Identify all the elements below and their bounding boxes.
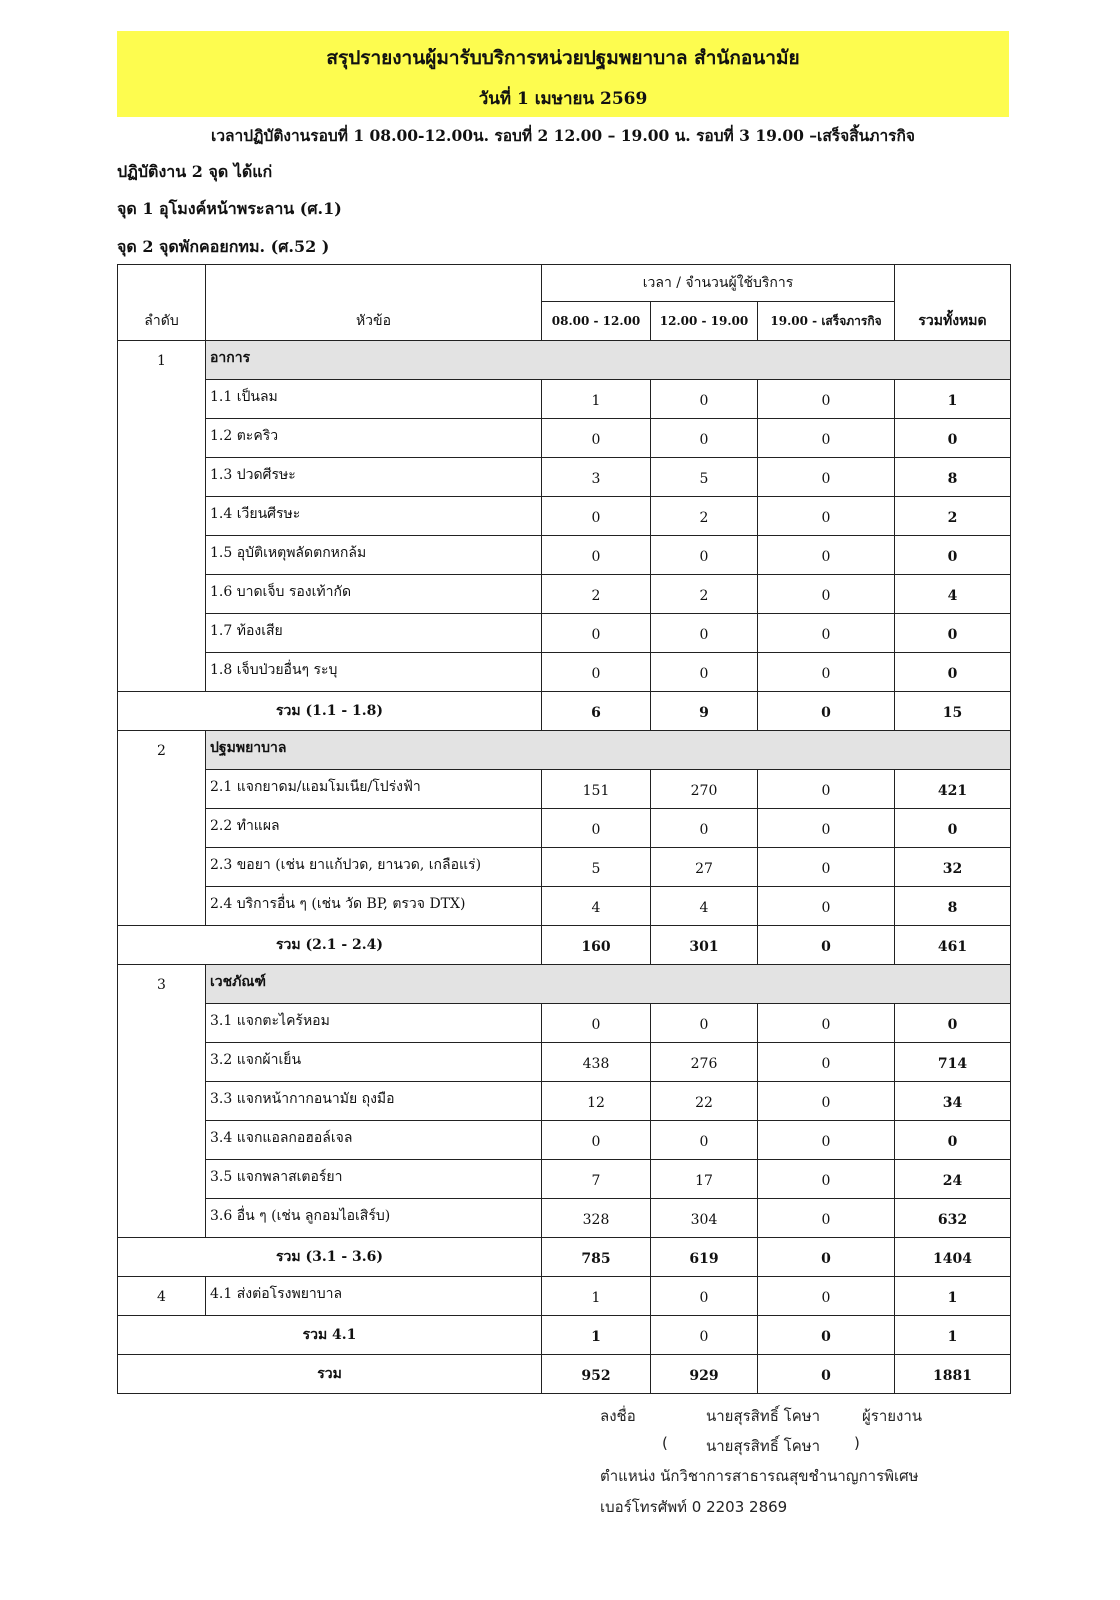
- subtotal-time-3: 0: [758, 1238, 895, 1277]
- value-time-3: 0: [758, 497, 895, 536]
- title-banner: [117, 31, 1009, 117]
- value-time-1: 0: [542, 614, 651, 653]
- value-time-1: 4: [542, 887, 651, 926]
- value-time-1: 7: [542, 1160, 651, 1199]
- section-header-row: [118, 341, 1011, 380]
- col-order-header: ลำดับ: [118, 265, 206, 341]
- section-header-row: [118, 965, 1011, 1004]
- value-time-2: 17: [651, 1160, 758, 1199]
- value-time-2: 304: [651, 1199, 758, 1238]
- value-time-1: 3: [542, 458, 651, 497]
- value-time-1: 328: [542, 1199, 651, 1238]
- value-time-3: 0: [758, 575, 895, 614]
- value-time-1: 0: [542, 1004, 651, 1043]
- reporter-name-paren: นายสุรสิทธิ์ โคษา: [706, 1437, 821, 1455]
- row-label: 2.4 บริการอื่น ๆ (เช่น วัด BP, ตรวจ DTX): [206, 887, 542, 926]
- value-time-1: 438: [542, 1043, 651, 1082]
- row-total: 1: [895, 380, 1011, 419]
- row-label: 3.6 อื่น ๆ (เช่น ลูกอมไอเสิร์บ): [206, 1199, 542, 1238]
- subtotal-time-2: 0: [651, 1316, 758, 1355]
- row-total: 0: [895, 536, 1011, 575]
- grand-total-row: [118, 1355, 1011, 1394]
- value-time-3: 0: [758, 848, 895, 887]
- value-time-1: 1: [542, 380, 651, 419]
- value-time-3: 0: [758, 380, 895, 419]
- subtotal-label: รวม (1.1 - 1.8): [118, 692, 542, 731]
- table-row: [118, 1121, 1011, 1160]
- section-number: 2: [118, 731, 206, 926]
- row-total: 24: [895, 1160, 1011, 1199]
- value-time-1: 0: [542, 419, 651, 458]
- row-total: 0: [895, 614, 1011, 653]
- section-number: 3: [118, 965, 206, 1238]
- row-total: 0: [895, 419, 1011, 458]
- close-paren: ): [854, 1434, 860, 1452]
- value-time-3: 0: [758, 1277, 895, 1316]
- value-time-3: 0: [758, 1160, 895, 1199]
- row-label: 2.1 แจกยาดม/แอมโมเนีย/โปร่งฟ้า: [206, 770, 542, 809]
- value-time-1: 1: [542, 1277, 651, 1316]
- value-time-2: 0: [651, 1277, 758, 1316]
- shift-times: เวลาปฏิบัติงานรอบที่ 1 08.00-12.00น. รอบที่ 2 12.00 – 19.00 น. รอบที่ 3 19.00 –เสร็จสิ้นภารกิจ: [211, 126, 915, 145]
- value-time-2: 22: [651, 1082, 758, 1121]
- subtotal-time-2: 619: [651, 1238, 758, 1277]
- row-label: 3.3 แจกหน้ากากอนามัย ถุงมือ: [206, 1082, 542, 1121]
- reporter-phone: เบอร์โทรศัพท์ 0 2203 2869: [600, 1498, 788, 1516]
- section-title: เวชภัณฑ์: [206, 965, 1011, 1004]
- value-time-2: 270: [651, 770, 758, 809]
- report-title: สรุปรายงานผู้มารับบริการหน่วยปฐมพยาบาล สำนักอนามัย: [326, 47, 800, 69]
- row-total: 632: [895, 1199, 1011, 1238]
- report-date: วันที่ 1 เมษายน 2569: [478, 89, 648, 109]
- row-total: 34: [895, 1082, 1011, 1121]
- value-time-2: 5: [651, 458, 758, 497]
- value-time-1: 0: [542, 497, 651, 536]
- row-total: 0: [895, 809, 1011, 848]
- row-label: 3.2 แจกผ้าเย็น: [206, 1043, 542, 1082]
- subtotal-row: [118, 1238, 1011, 1277]
- value-time-3: 0: [758, 458, 895, 497]
- table-row: [118, 536, 1011, 575]
- row-label: 1.5 อุบัติเหตุพลัดตกหกล้ม: [206, 536, 542, 575]
- row-label: 1.1 เป็นลม: [206, 380, 542, 419]
- row-label: 1.6 บาดเจ็บ รองเท้ากัด: [206, 575, 542, 614]
- row-total: 0: [895, 1004, 1011, 1043]
- subtotal-time-2: 9: [651, 692, 758, 731]
- row-label: 2.2 ทำแผล: [206, 809, 542, 848]
- row-label: 2.3 ขอยา (เช่น ยาแก้ปวด, ยานวด, เกลือแร่): [206, 848, 542, 887]
- table-row: [118, 614, 1011, 653]
- subtotal-total: 461: [895, 926, 1011, 965]
- value-time-3: 0: [758, 1004, 895, 1043]
- grand-total-label: รวม: [118, 1355, 542, 1394]
- subtotal-time-3: 0: [758, 926, 895, 965]
- value-time-1: 12: [542, 1082, 651, 1121]
- col-topic-header: หัวข้อ: [206, 265, 542, 341]
- row-label: 1.2 ตะคริว: [206, 419, 542, 458]
- value-time-2: 0: [651, 653, 758, 692]
- grand-total-time-1: 952: [542, 1355, 651, 1394]
- row-label: 1.3 ปวดศีรษะ: [206, 458, 542, 497]
- table-row: [118, 458, 1011, 497]
- value-time-3: 0: [758, 653, 895, 692]
- col-time-3-header: 19.00 - เสร็จภารกิจ: [758, 302, 895, 341]
- table-row: [118, 1043, 1011, 1082]
- table-row: [118, 770, 1011, 809]
- subtotal-total: 1: [895, 1316, 1011, 1355]
- row-total: 4: [895, 575, 1011, 614]
- row-total: 1: [895, 1277, 1011, 1316]
- grand-total-total: 1881: [895, 1355, 1011, 1394]
- reporter-position: ตำแหน่ง นักวิชาการสาธารณสุขชำนาญการพิเศษ: [600, 1467, 919, 1485]
- table-row: [118, 1277, 1011, 1316]
- value-time-1: 0: [542, 536, 651, 575]
- value-time-1: 0: [542, 653, 651, 692]
- table-row: [118, 575, 1011, 614]
- subtotal-time-1: 6: [542, 692, 651, 731]
- subtotal-label: รวม (2.1 - 2.4): [118, 926, 542, 965]
- value-time-2: 0: [651, 1121, 758, 1160]
- subtotal-time-3: 0: [758, 1316, 895, 1355]
- value-time-1: 151: [542, 770, 651, 809]
- table-row: [118, 380, 1011, 419]
- subtotal-time-1: 160: [542, 926, 651, 965]
- value-time-2: 2: [651, 575, 758, 614]
- value-time-3: 0: [758, 809, 895, 848]
- value-time-3: 0: [758, 614, 895, 653]
- table-row: [118, 1004, 1011, 1043]
- reporter-name: นายสุรสิทธิ์ โคษา: [706, 1407, 821, 1425]
- value-time-2: 0: [651, 614, 758, 653]
- value-time-2: 27: [651, 848, 758, 887]
- section-number: 4: [118, 1277, 206, 1316]
- value-time-3: 0: [758, 770, 895, 809]
- col-time-group-header: เวลา / จำนวนผู้ใช้บริการ: [542, 265, 895, 302]
- row-label: 4.1 ส่งต่อโรงพยาบาล: [206, 1277, 542, 1316]
- value-time-2: 276: [651, 1043, 758, 1082]
- value-time-2: 0: [651, 809, 758, 848]
- table-row: [118, 809, 1011, 848]
- row-total: 2: [895, 497, 1011, 536]
- subtotal-row: [118, 1316, 1011, 1355]
- table-row: [118, 1160, 1011, 1199]
- row-total: 0: [895, 653, 1011, 692]
- col-total-header: รวมทั้งหมด: [895, 265, 1011, 341]
- value-time-3: 0: [758, 887, 895, 926]
- value-time-2: 2: [651, 497, 758, 536]
- table-row: [118, 653, 1011, 692]
- table-row: [118, 1199, 1011, 1238]
- grand-total-time-2: 929: [651, 1355, 758, 1394]
- section-title: อาการ: [206, 341, 1011, 380]
- row-label: 3.4 แจกแอลกอฮอล์เจล: [206, 1121, 542, 1160]
- col-time-2-header: 12.00 - 19.00: [651, 302, 758, 341]
- row-total: 714: [895, 1043, 1011, 1082]
- value-time-3: 0: [758, 419, 895, 458]
- row-total: 8: [895, 887, 1011, 926]
- row-label: 1.8 เจ็บป่วยอื่นๆ ระบุ: [206, 653, 542, 692]
- subtotal-row: [118, 692, 1011, 731]
- row-total: 8: [895, 458, 1011, 497]
- subtotal-time-2: 301: [651, 926, 758, 965]
- value-time-2: 0: [651, 380, 758, 419]
- subtotal-row: [118, 926, 1011, 965]
- section-title: ปฐมพยาบาล: [206, 731, 1011, 770]
- value-time-2: 0: [651, 1004, 758, 1043]
- grand-total-time-3: 0: [758, 1355, 895, 1394]
- row-label: 1.4 เวียนศีรษะ: [206, 497, 542, 536]
- subtotal-total: 15: [895, 692, 1011, 731]
- section-header-row: [118, 731, 1011, 770]
- reporter-role: ผู้รายงาน: [862, 1407, 923, 1425]
- open-paren: (: [662, 1434, 668, 1452]
- table-row: [118, 1082, 1011, 1121]
- value-time-2: 0: [651, 536, 758, 575]
- subtotal-time-3: 0: [758, 692, 895, 731]
- subtotal-total: 1404: [895, 1238, 1011, 1277]
- table-row: [118, 887, 1011, 926]
- row-total: 421: [895, 770, 1011, 809]
- row-label: 3.1 แจกตะไคร้หอม: [206, 1004, 542, 1043]
- table-row: [118, 848, 1011, 887]
- value-time-3: 0: [758, 1082, 895, 1121]
- subtotal-label: รวม 4.1: [118, 1316, 542, 1355]
- sign-label: ลงชื่อ: [600, 1407, 636, 1425]
- value-time-1: 5: [542, 848, 651, 887]
- subtotal-time-1: 785: [542, 1238, 651, 1277]
- value-time-3: 0: [758, 1121, 895, 1160]
- value-time-2: 0: [651, 419, 758, 458]
- row-total: 32: [895, 848, 1011, 887]
- value-time-2: 4: [651, 887, 758, 926]
- service-point-1: จุด 1 อุโมงค์หน้าพระลาน (ศ.1): [117, 199, 342, 218]
- value-time-1: 0: [542, 1121, 651, 1160]
- section-number: 1: [118, 341, 206, 692]
- value-time-3: 0: [758, 1043, 895, 1082]
- subtotal-label: รวม (3.1 - 3.6): [118, 1238, 542, 1277]
- subtotal-time-1: 1: [542, 1316, 651, 1355]
- row-label: 1.7 ท้องเสีย: [206, 614, 542, 653]
- value-time-1: 0: [542, 809, 651, 848]
- value-time-1: 2: [542, 575, 651, 614]
- row-label: 3.5 แจกพลาสเตอร์ยา: [206, 1160, 542, 1199]
- row-total: 0: [895, 1121, 1011, 1160]
- col-time-1-header: 08.00 - 12.00: [542, 302, 651, 341]
- points-intro: ปฏิบัติงาน 2 จุด ได้แก่: [117, 162, 273, 181]
- value-time-3: 0: [758, 536, 895, 575]
- table-row: [118, 419, 1011, 458]
- service-point-2: จุด 2 จุดพักคอยกทม. (ศ.52 ): [117, 237, 330, 256]
- table-row: [118, 497, 1011, 536]
- value-time-3: 0: [758, 1199, 895, 1238]
- report-table: [117, 264, 1011, 1394]
